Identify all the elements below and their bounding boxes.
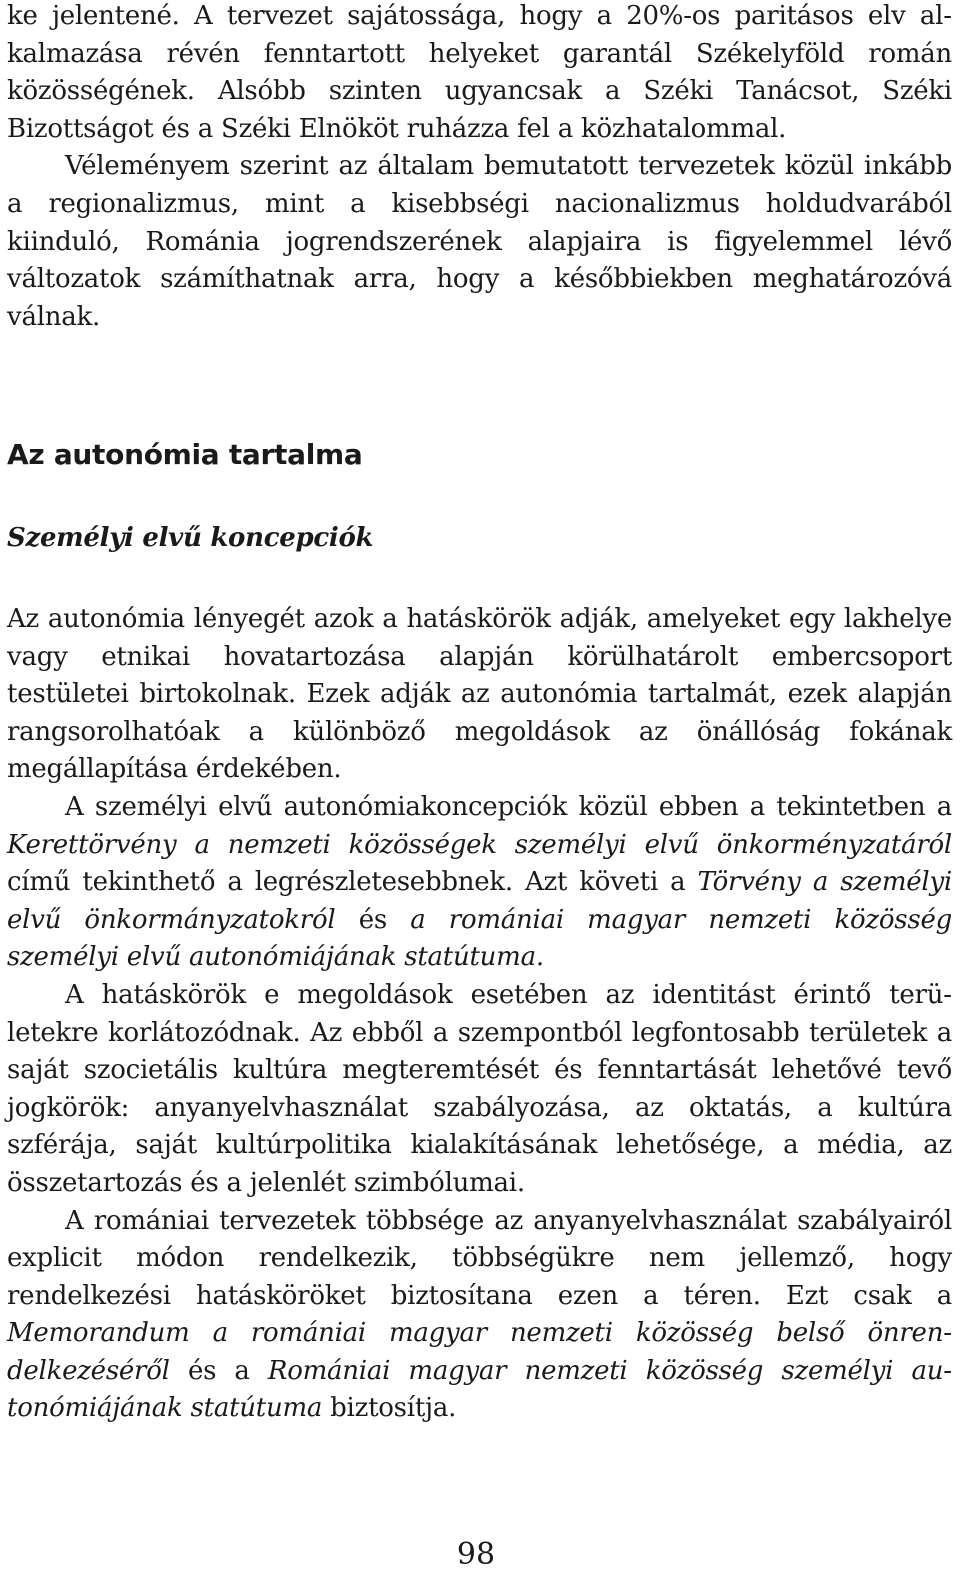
paragraph-competences: A hatáskörök e megoldások esetében az identitást érintő területekre korlátozódnak. Az ebből a szempontból legfontosabb területek a saját szocietális kultúra megteremtését és fenntartását lehetővé tevő jogkörök: anyanyelvhasználat szabályozása, az oktatás, a kultúra szférája, saját kultúrpolitika kialakításának lehetősége, a média, az összetartozás és a jelenlét szimbólumai.: [7, 979, 952, 1198]
text-run: A személyi elvű autonómiakoncepciók közül ebben a tekintetben a: [65, 791, 952, 822]
paragraph-opinion: Véleményem szerint az általam bemutatott tervezetek közül inkább a regionalizmus, mint a kisebbségi nacionalizmus holdudvarából kiinduló, Románia jogrendszerének alapjaira is figyelemmel lévő változatok számíthatnak arra, hogy a későbbiekben meghatározóvá válnak.: [7, 151, 952, 332]
italic-title-statutum: a romániai magyar nemzeti közösség személyi elvű autonómiájának statútuma.: [7, 904, 953, 973]
top-text-block: [7, 0, 952, 336]
page-number: 98: [456, 1537, 496, 1572]
text-run: és a: [169, 1355, 268, 1386]
paragraph-continued: ke jelentené. A tervezet sajátossága, hogy a 20%-os paritásos elv alkalmazása révén fenntartott helyeket garantál Székelyföld román közösségének. Alsóbb szinten ugyancsak a Széki Tanácsot, Széki Bizottságot és a Széki Elnököt ruházza fel a közhatalommal.: [7, 1, 952, 144]
section-heading: Az autonómia tartalma: [7, 438, 363, 471]
text-run: és: [335, 904, 411, 935]
italic-title-statutuma: Romániai magyar nemzeti közösség személyi autonómiájának statútuma: [7, 1355, 952, 1424]
paragraph-personal-autonomy-concepts: [7, 789, 952, 977]
subsection-heading: Személyi elvű koncepciók: [7, 523, 374, 553]
italic-title-memorandum: Memorandum a romániai magyar nemzeti közösség belső önrendelkezéséről: [7, 1318, 952, 1386]
section-body: [7, 601, 952, 1428]
italic-title-torveny: Törvény a személyi elvű önkormányzatokról: [7, 867, 952, 935]
text-run: A romániai tervezetek többsége az anyanyelvhasználat szabályairól explicit módon rendelkezik, többségükre nem jellemző, hogy rendelkezési hatásköröket biztosítana ezen a téren. Ezt csak a: [7, 1205, 952, 1311]
italic-title-kerettorveny: Kerettörvény a nemzeti közösségek személyi elvű önkorményzatáról: [7, 829, 952, 860]
paragraph-language-use: [7, 1203, 952, 1429]
paragraph-autonomy-essence: Az autonómia lényegét azok a hatáskörök adják, amelyeket egy lakhelye vagy etnikai hovatartozása alapján körülhatárolt embercsoport testületei birtokolnak. Ezek adják az autonómia tartalmát, ezek alapján rangsorolhatóak a különböző megoldások az önállóság fokának megállapítása érdekében.: [7, 604, 952, 785]
text-run: című tekinthető a legrészletesebbnek. Azt követi a: [7, 867, 698, 898]
text-run: biztosítja.: [322, 1393, 457, 1424]
document-page: [7, 0, 953, 1424]
